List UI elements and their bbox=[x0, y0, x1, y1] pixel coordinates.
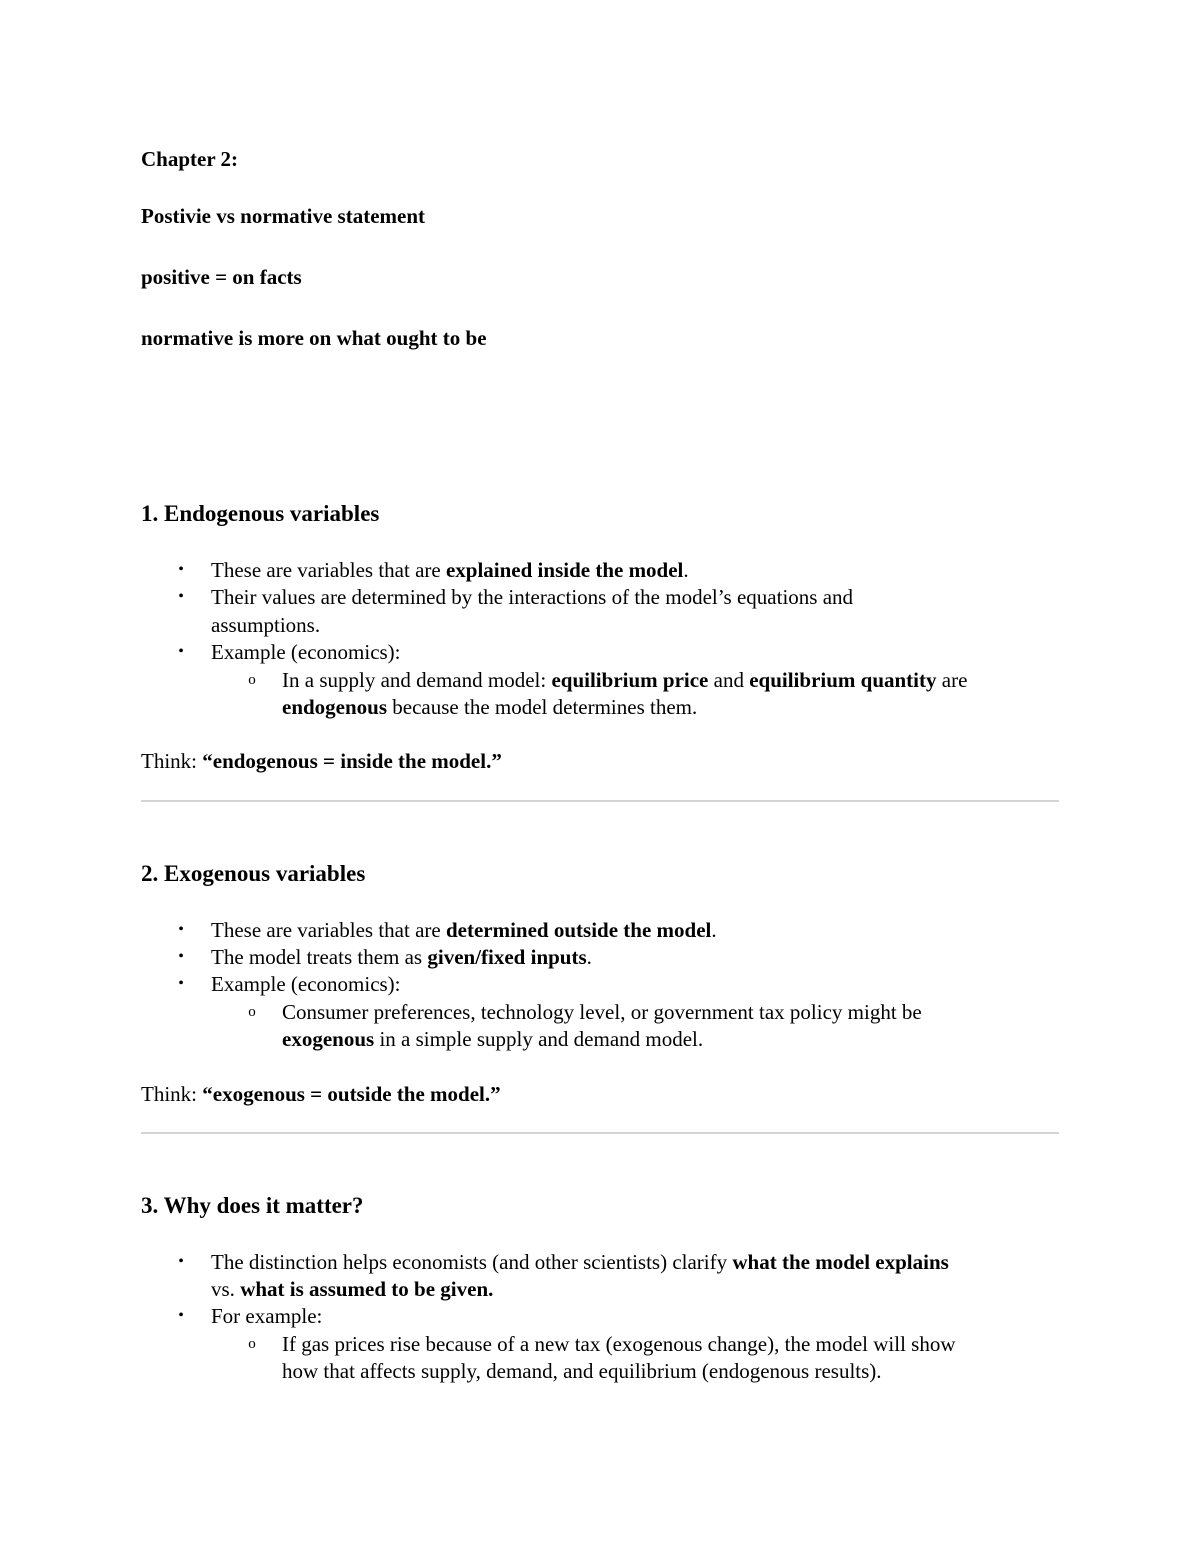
horizontal-divider bbox=[141, 800, 1059, 802]
subbullet-marker: o bbox=[248, 672, 256, 688]
bullet-marker: • bbox=[178, 1253, 184, 1270]
chapter-title: Chapter 2: bbox=[141, 147, 239, 171]
list-item: Example (economics): bbox=[211, 972, 401, 996]
topic-heading: Postivie vs normative statement bbox=[141, 204, 426, 228]
list-item: The model treats them as given/fixed inputs. bbox=[211, 945, 592, 969]
list-item: These are variables that are explained inside the model. bbox=[211, 558, 689, 582]
positive-definition: positive = on facts bbox=[141, 265, 302, 289]
bullet-marker: • bbox=[178, 921, 184, 938]
bullet-marker: • bbox=[178, 975, 184, 992]
subbullet-marker: o bbox=[248, 1004, 256, 1020]
sub-list-item-continuation: how that affects supply, demand, and equilibrium (endogenous results). bbox=[282, 1359, 882, 1383]
sub-list-item-continuation: exogenous in a simple supply and demand model. bbox=[282, 1027, 704, 1051]
sub-list-item: If gas prices rise because of a new tax (exogenous change), the model will show bbox=[282, 1332, 956, 1356]
bullet-marker: • bbox=[178, 643, 184, 660]
list-item-continuation: assumptions. bbox=[211, 613, 321, 637]
horizontal-divider bbox=[141, 1132, 1059, 1134]
normative-definition: normative is more on what ought to be bbox=[141, 326, 487, 350]
bullet-marker: • bbox=[178, 948, 184, 965]
bullet-marker: • bbox=[178, 1307, 184, 1324]
sub-list-item: In a supply and demand model: equilibrium price and equilibrium quantity are bbox=[282, 668, 968, 692]
section-heading-exogenous: 2. Exogenous variables bbox=[141, 861, 366, 886]
section-heading-endogenous: 1. Endogenous variables bbox=[141, 501, 380, 526]
sub-list-item: Consumer preferences, technology level, or government tax policy might be bbox=[282, 1000, 922, 1024]
bullet-marker: • bbox=[178, 588, 184, 605]
subbullet-marker: o bbox=[248, 1336, 256, 1352]
section-heading-why-matter: 3. Why does it matter? bbox=[141, 1193, 364, 1218]
list-item-continuation: vs. what is assumed to be given. bbox=[211, 1277, 494, 1301]
list-item: Example (economics): bbox=[211, 640, 401, 664]
think-line-endogenous: Think: “endogenous = inside the model.” bbox=[141, 749, 502, 773]
list-item: For example: bbox=[211, 1304, 323, 1328]
list-item: The distinction helps economists (and other scientists) clarify what the model explains bbox=[211, 1250, 949, 1274]
sub-list-item-continuation: endogenous because the model determines them. bbox=[282, 695, 698, 719]
bullet-marker: • bbox=[178, 561, 184, 578]
list-item: Their values are determined by the interactions of the model’s equations and bbox=[211, 585, 854, 609]
list-item: These are variables that are determined outside the model. bbox=[211, 918, 717, 942]
think-line-exogenous: Think: “exogenous = outside the model.” bbox=[141, 1082, 501, 1106]
